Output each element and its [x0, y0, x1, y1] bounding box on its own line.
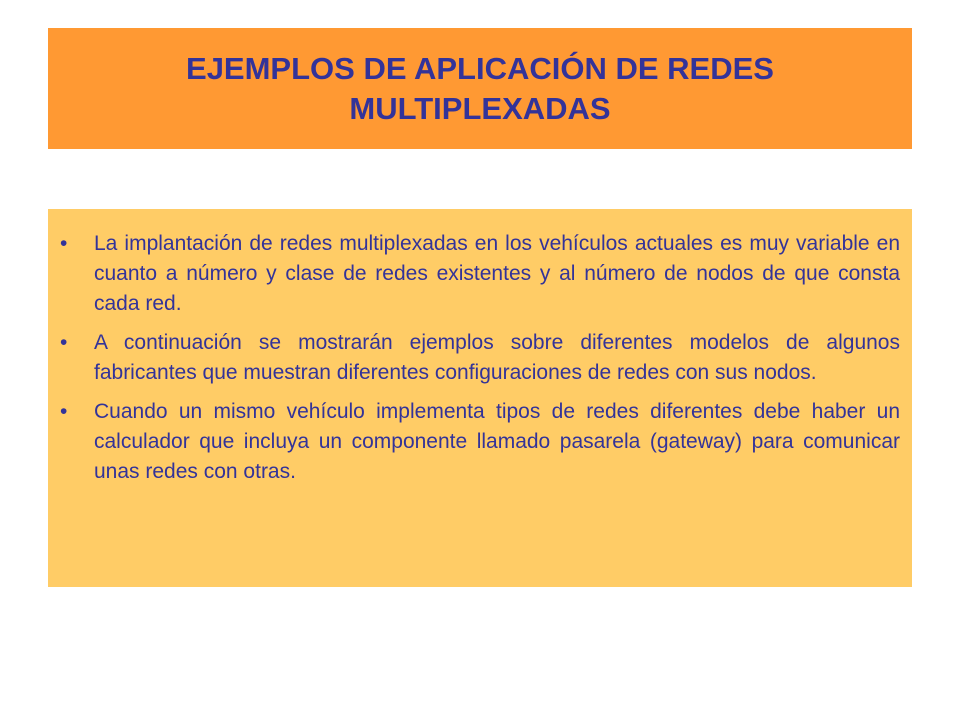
- bullet-icon: •: [60, 232, 68, 255]
- bullet-icon: •: [60, 331, 68, 354]
- bullet-text: A continuación se mostrarán ejemplos sobre diferentes modelos de algunos fabricantes que muestran diferentes configuraciones de redes con sus nodos.: [94, 331, 900, 384]
- bullet-text: La implantación de redes multiplexadas en los vehículos actuales es muy variable en cuanto a número y clase de redes existentes y al número de nodos de que consta cada red.: [94, 232, 900, 315]
- bullet-item: [60, 397, 900, 487]
- slide-title-line-1: EJEMPLOS DE APLICACIÓN DE REDES: [186, 50, 774, 86]
- slide-title-line-2: MULTIPLEXADAS: [349, 90, 611, 126]
- bullet-item: [60, 229, 900, 319]
- bullet-list: [60, 229, 900, 496]
- bullet-icon: •: [60, 400, 68, 423]
- bullet-item: [60, 328, 900, 388]
- content-panel: [48, 209, 912, 587]
- title-banner: [48, 28, 912, 149]
- bullet-text: Cuando un mismo vehículo implementa tipos de redes diferentes debe haber un calculador que incluya un componente llamado pasarela (gateway) para comunicar unas redes con otras.: [94, 400, 900, 483]
